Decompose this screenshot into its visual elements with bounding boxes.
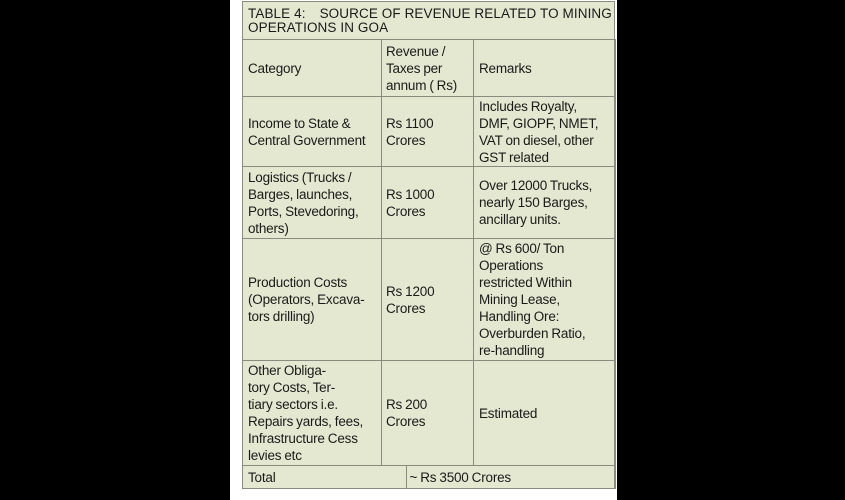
document-sheet [230,0,617,500]
header-category: Category [243,40,382,97]
row-remarks: Estimated [474,361,616,466]
row-revenue: Rs 200 Crores [382,361,474,466]
row-category: Income to State & Central Government [243,97,382,167]
row-remarks: Over 12000 Trucks, nearly 150 Barges, ancillary units. [474,167,616,239]
total-row [243,466,616,489]
header-revenue: Revenue / Taxes per annum ( Rs) [382,40,474,97]
row-revenue: Rs 1200 Crores [382,239,474,361]
table-row [243,239,616,361]
revenue-table [242,39,616,489]
row-category: Logistics (Trucks / Barges, launches, Ports, Stevedoring, others) [243,167,382,239]
total-value: ~ Rs 3500 Crores [382,466,616,489]
header-remarks: Remarks [474,40,616,97]
table-title [248,7,613,35]
row-category: Other Obliga- tory Costs, Ter- tiary sectors i.e. Repairs yards, fees, Infrastructure Cess levies etc [243,361,382,466]
table-title-text: SOURCE OF REVENUE RELATED TO MINING OPERATIONS IN GOA [248,6,612,35]
row-remarks: @ Rs 600/ Ton Operations restricted Within Mining Lease, Handling Ore: Overburden Ratio, re-handling [474,239,616,361]
row-category: Production Costs (Operators, Excava- tors drilling) [243,239,382,361]
table-row [243,97,616,167]
table-row [243,167,616,239]
row-revenue: Rs 1100 Crores [382,97,474,167]
total-label: Total [243,466,382,489]
row-remarks: Includes Royalty, DMF, GIOPF, NMET, VAT on diesel, other GST related [474,97,616,167]
table-label: TABLE 4: [248,6,306,21]
row-revenue: Rs 1000 Crores [382,167,474,239]
table-header-row [243,40,616,97]
table-row [243,361,616,466]
table-panel [242,1,615,489]
